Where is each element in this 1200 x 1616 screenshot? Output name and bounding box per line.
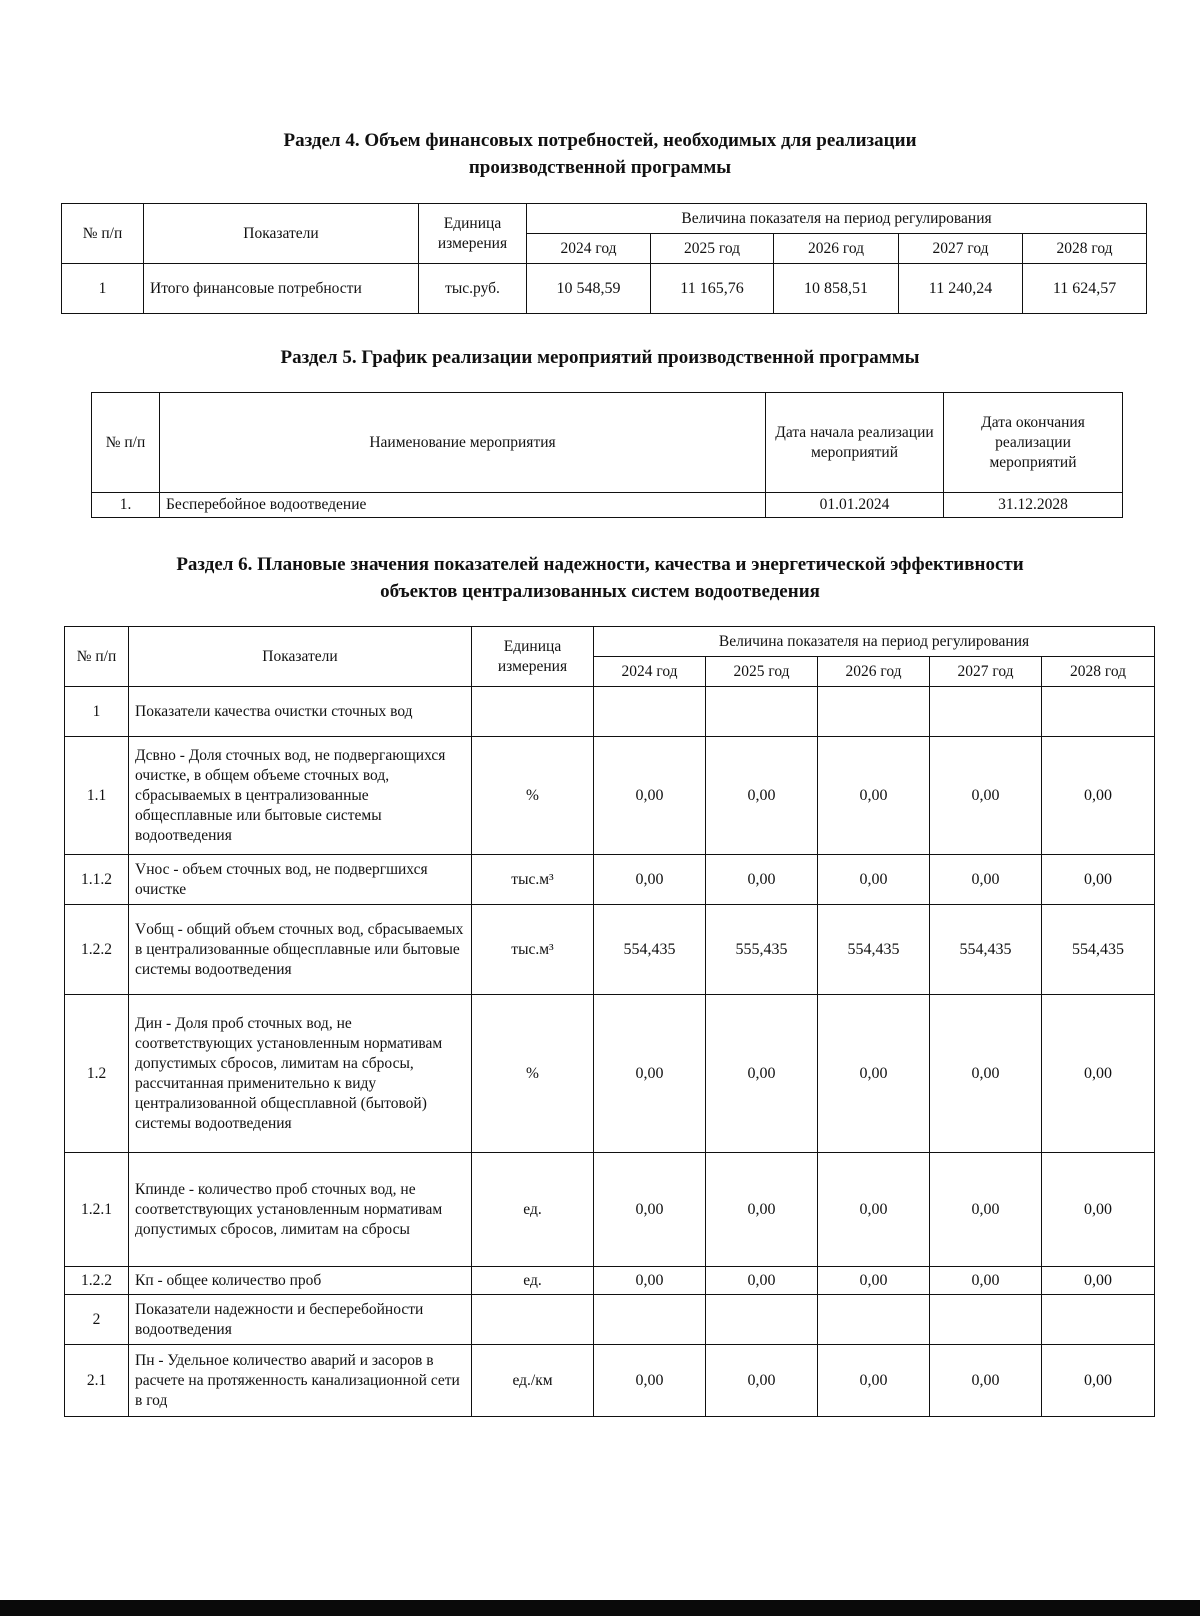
table-row bbox=[92, 493, 1123, 518]
header-unit: Единица измерения bbox=[472, 627, 594, 687]
section5-title: Раздел 5. График реализации мероприятий производственной программы bbox=[280, 347, 920, 368]
row-value: 0,00 bbox=[706, 995, 818, 1153]
row-value bbox=[706, 687, 818, 737]
row-num: 1.1 bbox=[65, 737, 129, 855]
row-num: 1.2.2 bbox=[65, 1267, 129, 1295]
header-year: 2024 год bbox=[594, 657, 706, 687]
row-unit bbox=[472, 1295, 594, 1345]
header-period: Величина показателя на период регулирования bbox=[527, 204, 1147, 234]
row-value: 0,00 bbox=[930, 737, 1042, 855]
row-unit: % bbox=[472, 737, 594, 855]
table-row bbox=[65, 995, 1155, 1153]
row-value: 0,00 bbox=[594, 855, 706, 905]
table-row bbox=[65, 1153, 1155, 1267]
section4-title-line1: Раздел 4. Объем финансовых потребностей, необходимых для реализации bbox=[283, 130, 917, 151]
table-row bbox=[65, 687, 1155, 737]
header-year: 2027 год bbox=[899, 234, 1023, 264]
section6-title-line2: объектов централизованных систем водоотведения bbox=[380, 581, 820, 602]
row-value: 0,00 bbox=[1042, 737, 1155, 855]
row-value: 0,00 bbox=[1042, 1153, 1155, 1267]
row-name: Кп - общее количество проб bbox=[129, 1267, 472, 1295]
row-num: 1.2 bbox=[65, 995, 129, 1153]
header-year: 2024 год bbox=[527, 234, 651, 264]
row-value: 0,00 bbox=[1042, 1345, 1155, 1417]
row-unit: % bbox=[472, 995, 594, 1153]
row-value: 0,00 bbox=[706, 1153, 818, 1267]
row-value: 0,00 bbox=[594, 737, 706, 855]
row-value: 0,00 bbox=[930, 855, 1042, 905]
table-row bbox=[65, 1267, 1155, 1295]
row-value bbox=[930, 1295, 1042, 1345]
row-value: 0,00 bbox=[594, 1345, 706, 1417]
row-unit: тыс.руб. bbox=[419, 264, 527, 314]
row-value: 0,00 bbox=[818, 1153, 930, 1267]
header-year: 2026 год bbox=[818, 657, 930, 687]
row-value: 0,00 bbox=[930, 995, 1042, 1153]
row-value: 0,00 bbox=[594, 995, 706, 1153]
row-unit: тыс.м³ bbox=[472, 855, 594, 905]
row-value bbox=[930, 687, 1042, 737]
row-value: 554,435 bbox=[594, 905, 706, 995]
row-unit: ед. bbox=[472, 1267, 594, 1295]
header-year: 2025 год bbox=[706, 657, 818, 687]
row-name: Показатели надежности и бесперебойности водоотведения bbox=[129, 1295, 472, 1345]
table-row bbox=[62, 264, 1147, 314]
row-unit: ед. bbox=[472, 1153, 594, 1267]
row-value bbox=[1042, 687, 1155, 737]
row-value: 554,435 bbox=[818, 905, 930, 995]
table-row bbox=[65, 1345, 1155, 1417]
row-value: 0,00 bbox=[818, 737, 930, 855]
row-value: 0,00 bbox=[818, 855, 930, 905]
header-unit: Единица измерения bbox=[419, 204, 527, 264]
header-name: Наименование мероприятия bbox=[160, 393, 766, 493]
header-year: 2025 год bbox=[651, 234, 774, 264]
header-year: 2026 год bbox=[774, 234, 899, 264]
row-num: 2 bbox=[65, 1295, 129, 1345]
row-value bbox=[594, 1295, 706, 1345]
header-indicators: Показатели bbox=[129, 627, 472, 687]
row-value: 0,00 bbox=[706, 855, 818, 905]
row-num: 1.2.1 bbox=[65, 1153, 129, 1267]
row-name: Кпинде - количество проб сточных вод, не соответствующих установленным нормативам допустимых сбросов, лимитам на сбросы bbox=[129, 1153, 472, 1267]
row-value: 0,00 bbox=[706, 1345, 818, 1417]
row-end-date: 31.12.2028 bbox=[944, 493, 1123, 518]
row-value: 0,00 bbox=[706, 1267, 818, 1295]
row-name: Показатели качества очистки сточных вод bbox=[129, 687, 472, 737]
row-value: 0,00 bbox=[930, 1153, 1042, 1267]
row-name: Пн - Удельное количество аварий и засоров в расчете на протяженность канализационной сети в год bbox=[129, 1345, 472, 1417]
section6-title bbox=[30, 551, 1170, 605]
section4-title bbox=[150, 127, 1050, 181]
header-year: 2028 год bbox=[1023, 234, 1147, 264]
row-name: Дин - Доля проб сточных вод, не соответствующих установленным нормативам допустимых сбросов, лимитам на сбросы, рассчитанная применительно к виду централизованной общесплавной (бытовой) системы водоотведения bbox=[129, 995, 472, 1153]
row-num: 1 bbox=[62, 264, 144, 314]
row-name: Vнос - объем сточных вод, не подвергшихся очистке bbox=[129, 855, 472, 905]
row-value bbox=[1042, 1295, 1155, 1345]
row-value: 11 165,76 bbox=[651, 264, 774, 314]
row-name: Vобщ - общий объем сточных вод, сбрасываемых в централизованные общесплавные или бытовые системы водоотведения bbox=[129, 905, 472, 995]
header-year: 2028 год bbox=[1042, 657, 1155, 687]
header-num: № п/п bbox=[62, 204, 144, 264]
row-value: 555,435 bbox=[706, 905, 818, 995]
row-value: 0,00 bbox=[594, 1153, 706, 1267]
indicators-table bbox=[64, 626, 1155, 1417]
row-start-date: 01.01.2024 bbox=[766, 493, 944, 518]
table-row bbox=[65, 855, 1155, 905]
row-value: 10 858,51 bbox=[774, 264, 899, 314]
schedule-table bbox=[91, 392, 1123, 518]
row-num: 1 bbox=[65, 687, 129, 737]
header-num: № п/п bbox=[92, 393, 160, 493]
table-row bbox=[65, 1295, 1155, 1345]
row-value: 0,00 bbox=[1042, 1267, 1155, 1295]
header-num: № п/п bbox=[65, 627, 129, 687]
header-indicators: Показатели bbox=[144, 204, 419, 264]
header-period: Величина показателя на период регулирования bbox=[594, 627, 1155, 657]
row-unit: ед./км bbox=[472, 1345, 594, 1417]
section4-title-line2: производственной программы bbox=[468, 157, 732, 178]
row-value: 0,00 bbox=[930, 1267, 1042, 1295]
row-value: 0,00 bbox=[594, 1267, 706, 1295]
row-value: 0,00 bbox=[818, 1345, 930, 1417]
row-name: Итого финансовые потребности bbox=[144, 264, 419, 314]
header-year: 2027 год bbox=[930, 657, 1042, 687]
row-num: 1.2.2 bbox=[65, 905, 129, 995]
financial-needs-table bbox=[61, 203, 1147, 314]
row-unit bbox=[472, 687, 594, 737]
row-unit: тыс.м³ bbox=[472, 905, 594, 995]
row-value bbox=[818, 687, 930, 737]
header-end-date: Дата окончания реализации мероприятий bbox=[944, 393, 1123, 493]
row-value: 0,00 bbox=[1042, 855, 1155, 905]
row-value: 0,00 bbox=[930, 1345, 1042, 1417]
row-num: 1. bbox=[92, 493, 160, 518]
section6-title-line1: Раздел 6. Плановые значения показателей надежности, качества и энергетической эффективности bbox=[176, 554, 1024, 575]
row-value bbox=[706, 1295, 818, 1345]
row-value: 0,00 bbox=[818, 995, 930, 1153]
row-value: 11 624,57 bbox=[1023, 264, 1147, 314]
row-num: 2.1 bbox=[65, 1345, 129, 1417]
row-value: 0,00 bbox=[818, 1267, 930, 1295]
table-row bbox=[65, 905, 1155, 995]
row-name: Дсвно - Доля сточных вод, не подвергающихся очистке, в общем объеме сточных вод, сбрасываемых в централизованные общесплавные или бытовые системы водоотведения bbox=[129, 737, 472, 855]
row-value: 554,435 bbox=[930, 905, 1042, 995]
row-value: 554,435 bbox=[1042, 905, 1155, 995]
scan-edge-bar bbox=[0, 1600, 1200, 1616]
table-row bbox=[65, 737, 1155, 855]
row-value bbox=[818, 1295, 930, 1345]
row-value: 10 548,59 bbox=[527, 264, 651, 314]
row-name: Бесперебойное водоотведение bbox=[160, 493, 766, 518]
row-value: 0,00 bbox=[1042, 995, 1155, 1153]
row-value: 0,00 bbox=[706, 737, 818, 855]
header-start-date: Дата начала реализации мероприятий bbox=[766, 393, 944, 493]
row-value bbox=[594, 687, 706, 737]
row-value: 11 240,24 bbox=[899, 264, 1023, 314]
row-num: 1.1.2 bbox=[65, 855, 129, 905]
